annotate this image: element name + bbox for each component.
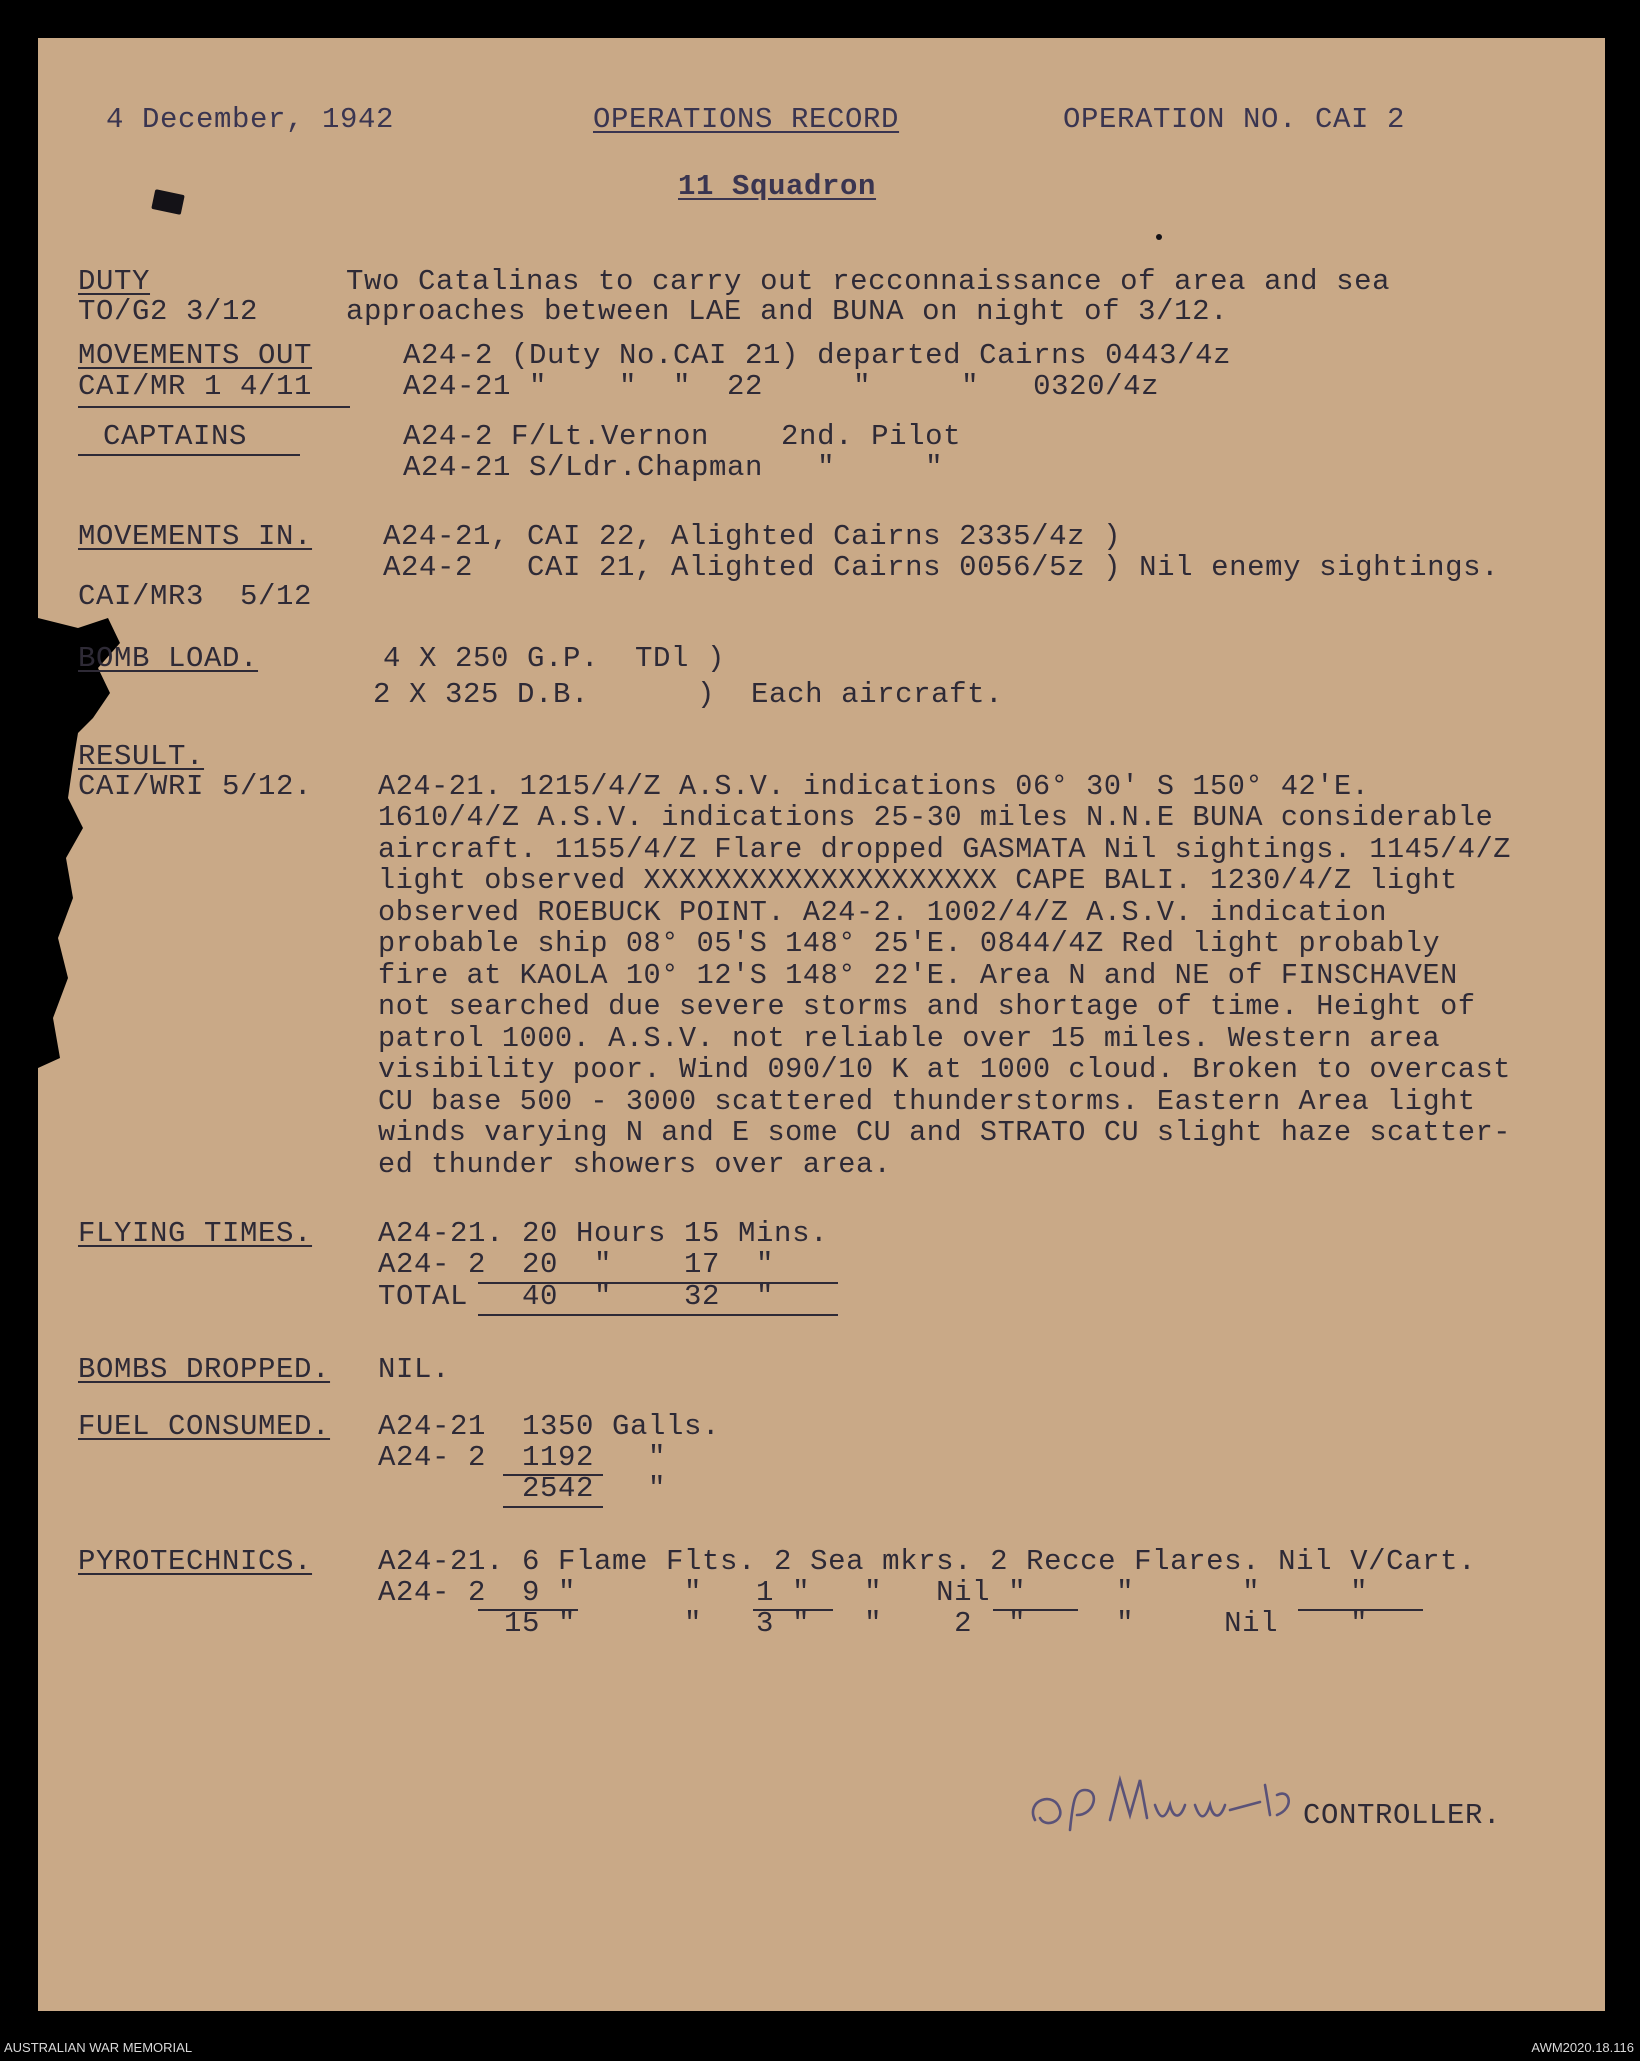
result-line: CU base 500 - 3000 scattered thunderstorms. Eastern Area light [378,1085,1476,1118]
result-label: RESULT. [78,740,205,773]
result-line: not searched due severe storms and shortage of time. Height of [378,990,1476,1023]
movements-in-line: A24-2 CAI 21, Alighted Cairns 0056/5z ) Nil enemy sightings. [383,551,1500,584]
bomb-load-label: BOMB LOAD. [78,642,259,675]
ink-blot [151,189,185,215]
movements-out-ref: CAI/MR 1 4/11 [78,370,313,403]
date: 4 December, 1942 [106,103,395,136]
bomb-load-line: 2 X 325 D.B. ) Each aircraft. [373,678,1004,711]
captains-label: CAPTAINS [103,420,248,453]
movements-out-line: A24-2 (Duty No.CAI 21) departed Cairns 0443/4z [403,339,1232,372]
pyrotechnics-label: PYROTECHNICS. [78,1545,313,1578]
duty-line: approaches between LAE and BUNA on night of 3/12. [346,295,1229,328]
ink-spot [1156,234,1162,240]
page-title: OPERATIONS RECORD [593,103,900,136]
fuel-line: A24- 2 1192 " [378,1441,667,1474]
pyrotechnics-total: 15 " " 3 " " 2 " " Nil " [378,1607,1369,1640]
movements-in-ref: CAI/MR3 5/12 [78,580,313,613]
divider [78,406,350,408]
squadron-heading: 11 Squadron [678,170,877,203]
bomb-load-line: 4 X 250 G.P. TDl ) [383,642,726,675]
total-rule [478,1314,838,1316]
divider [78,454,300,456]
bombs-dropped-label: BOMBS DROPPED. [78,1353,331,1386]
fuel-total: 2542 " [378,1472,667,1505]
movements-in-label: MOVEMENTS IN. [78,520,313,553]
bombs-dropped-value: NIL. [378,1353,451,1386]
result-line: ed thunder showers over area. [378,1148,892,1181]
result-line: 1610/4/Z A.S.V. indications 25-30 miles N.N.E BUNA considerable [378,801,1494,834]
flying-times-total: TOTAL 40 " 32 " [378,1280,775,1313]
result-line: A24-21. 1215/4/Z A.S.V. indications 06° 30' S 150° 42'E. [378,770,1370,803]
result-line: light observed XXXXXXXXXXXXXXXXXXXX CAPE BALI. 1230/4/Z light [378,864,1458,897]
flying-times-line: A24- 2 20 " 17 " [378,1248,775,1281]
duty-line: Two Catalinas to carry out recconnaissance of area and sea [346,265,1391,298]
flying-times-label: FLYING TIMES. [78,1217,313,1250]
result-line: probable ship 08° 05'S 148° 25'E. 0844/4Z Red light probably [378,927,1441,960]
movements-in-line: A24-21, CAI 22, Alighted Cairns 2335/4z ) [383,520,1122,553]
result-line: fire at KAOLA 10° 12'S 148° 22'E. Area N and NE of FINSCHAVEN [378,959,1458,992]
result-line: patrol 1000. A.S.V. not reliable over 15 miles. Western area [378,1022,1441,1055]
footer-credit: AUSTRALIAN WAR MEMORIAL [4,2040,193,2055]
fuel-consumed-label: FUEL CONSUMED. [78,1410,331,1443]
document-page [38,38,1605,2011]
captains-line: A24-21 S/Ldr.Chapman " " [403,451,944,484]
result-line: winds varying N and E some CU and STRATO CU slight haze scatter- [378,1116,1511,1149]
result-line: observed ROEBUCK POINT. A24-2. 1002/4/Z A.S.V. indication [378,896,1388,929]
duty-ref: TO/G2 3/12 [78,295,259,328]
result-ref: CAI/WRI 5/12. [78,770,313,803]
result-line: aircraft. 1155/4/Z Flare dropped GASMATA Nil sightings. 1145/4/Z [378,833,1511,866]
result-line: visibility poor. Wind 090/10 K at 1000 cloud. Broken to overcast [378,1053,1511,1086]
fuel-line: A24-21 1350 Galls. [378,1410,721,1443]
total-rule [503,1506,603,1508]
pyrotechnics-line: A24- 2 9 " " 1 " " Nil " " " " [378,1576,1369,1609]
duty-label: DUTY [78,265,151,298]
movements-out-line: A24-21 " " " 22 " " 0320/4z [403,370,1160,403]
footer-accession: AWM2020.18.116 [1531,2040,1634,2055]
operation-number: OPERATION NO. CAI 2 [1063,103,1406,136]
signature-title: CONTROLLER. [1303,1799,1502,1832]
handwritten-signature [1015,1760,1345,1850]
flying-times-line: A24-21. 20 Hours 15 Mins. [378,1217,829,1250]
pyrotechnics-line: A24-21. 6 Flame Flts. 2 Sea mkrs. 2 Recce Flares. Nil V/Cart. [378,1545,1477,1578]
movements-out-label: MOVEMENTS OUT [78,339,313,372]
captains-line: A24-2 F/Lt.Vernon 2nd. Pilot [403,420,962,453]
